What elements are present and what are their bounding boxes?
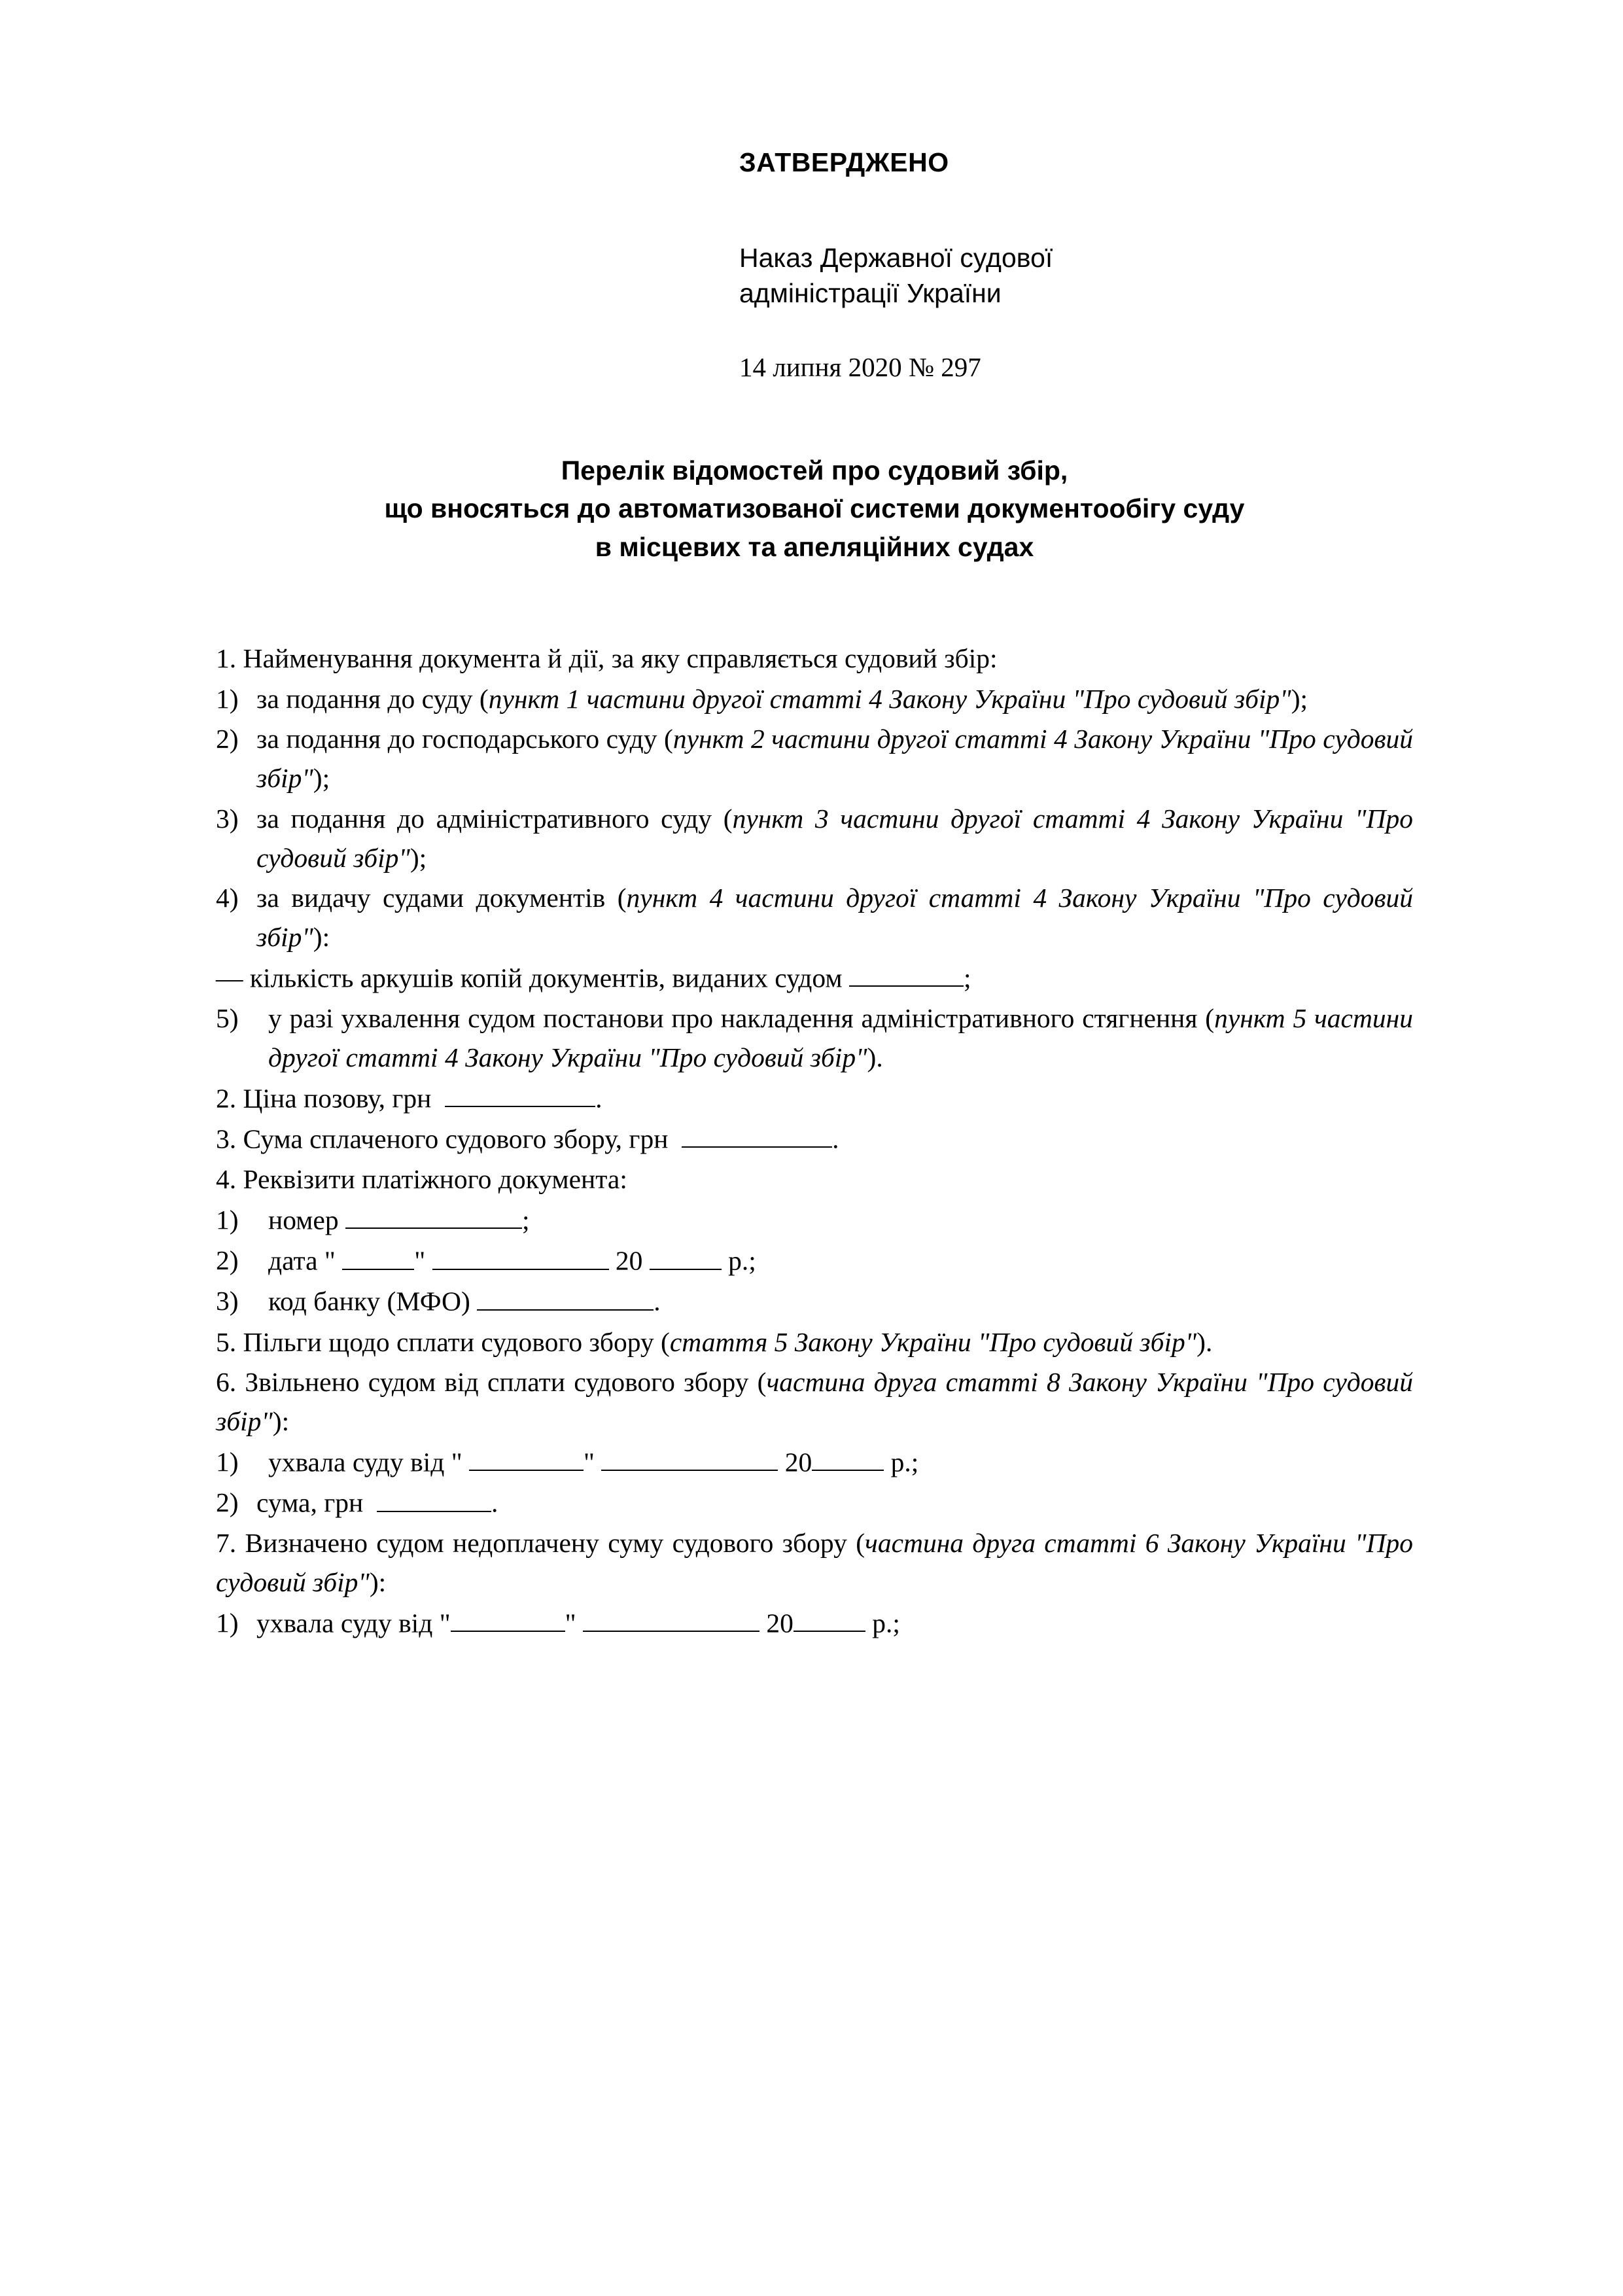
- page-title-line1: Перелік відомостей про судовий збір,: [561, 455, 1068, 486]
- document-body: [216, 639, 1413, 1643]
- item-1-4-text: за видачу судами документів (: [256, 883, 627, 913]
- item-5-text: 5. Пільги щодо сплати судового збору (: [216, 1326, 670, 1357]
- item-4-2-label: дата ": [268, 1245, 336, 1276]
- underpaid-ruling-month-blank[interactable]: [583, 1604, 759, 1633]
- paid-fee-blank[interactable]: [682, 1120, 832, 1148]
- item-4-3-label: код банку (МФО): [268, 1286, 470, 1316]
- item-1-4: [216, 879, 1413, 957]
- exempt-ruling-month-blank[interactable]: [601, 1443, 778, 1472]
- item-1-1: [216, 680, 1413, 719]
- item-7-citation: частина друга статті 6 Закону України "Про судовий збір": [216, 1528, 1413, 1598]
- item-4-2-quote: ": [414, 1245, 426, 1276]
- item-7-1-label: ухвала суду від ": [256, 1608, 451, 1638]
- claim-amount-blank[interactable]: [445, 1079, 595, 1108]
- item-1-5-tail: ).: [867, 1042, 883, 1072]
- item-6-1-year-prefix: 20: [784, 1447, 812, 1477]
- item-1-4-subitem-tail: ;: [963, 963, 971, 993]
- item-6-text: 6. Звільнено судом від сплати судового збору (: [216, 1367, 767, 1398]
- underpaid-ruling-day-blank[interactable]: [451, 1604, 565, 1633]
- order-date-number: 14 липня 2020 № 297: [739, 352, 981, 383]
- item-6-2-marker: 2): [216, 1487, 239, 1518]
- item-4-title: 4. Реквізити платіжного документа:: [216, 1164, 627, 1195]
- item-1-4-citation: пункт 4 частини другої статті 4 Закону України "Про судовий збір": [256, 883, 1414, 953]
- approved-label: ЗАТВЕРДЖЕНО: [739, 147, 949, 177]
- payment-month-blank[interactable]: [432, 1241, 609, 1270]
- item-1-3-text: за подання до адміністративного суду (: [256, 803, 733, 834]
- page-title-line2: що вносяться до автоматизованої системи документообігу суду: [384, 493, 1245, 524]
- exempt-amount-blank[interactable]: [377, 1483, 491, 1512]
- issuing-authority: [739, 240, 1413, 311]
- item-6-1-tail: р.;: [890, 1447, 919, 1477]
- page-title: [216, 451, 1413, 566]
- item-1-2-marker: 2): [216, 724, 239, 754]
- item-3-tail: .: [832, 1123, 839, 1154]
- item-4-3-tail: .: [654, 1286, 661, 1316]
- item-6-1-quote: ": [584, 1447, 595, 1477]
- item-6: [216, 1363, 1413, 1441]
- item-5-tail: ).: [1196, 1326, 1213, 1357]
- item-1-2-citation: пункт 2 частини другої статті 4 Закону України "Про судовий збір": [256, 724, 1413, 794]
- underpaid-ruling-year-blank[interactable]: [794, 1604, 865, 1633]
- item-7-1: [216, 1604, 1413, 1643]
- issuing-authority-line2: адміністрації України: [739, 278, 1002, 309]
- item-4-2-tail: р.;: [728, 1245, 756, 1276]
- item-1-4-tail: ):: [313, 922, 330, 953]
- pages-count-blank[interactable]: [849, 959, 964, 987]
- item-1-2-tail: );: [313, 763, 330, 794]
- item-4-2-year-prefix: 20: [615, 1245, 643, 1276]
- item-2-tail: .: [595, 1083, 602, 1114]
- item-1-2-text: за подання до господарського суду (: [256, 724, 673, 754]
- item-1-1-text: за подання до суду (: [256, 683, 489, 714]
- item-7-1-year-prefix: 20: [766, 1608, 794, 1638]
- item-1-title: 1. Найменування документа й дії, за яку справляється судовий збір:: [216, 643, 998, 673]
- document-content: [216, 147, 1413, 1644]
- item-7-1-tail: р.;: [872, 1608, 900, 1638]
- item-6-1-label: ухвала суду від ": [268, 1447, 462, 1477]
- item-1-4-subitem-pages: [216, 959, 1413, 998]
- item-1-4-subitem-text: — кількість аркушів копій документів, виданих судом: [216, 963, 843, 993]
- item-5: [216, 1323, 1413, 1362]
- item-4-3-marker: 3): [216, 1286, 239, 1316]
- item-1-5-text: у разі ухвалення судом постанови про накладення адміністративного стягнення (: [268, 1003, 1215, 1034]
- exempt-ruling-year-blank[interactable]: [812, 1443, 884, 1472]
- exempt-ruling-day-blank[interactable]: [469, 1443, 584, 1472]
- item-6-2-label: сума, грн: [256, 1487, 364, 1518]
- item-5-citation: стаття 5 Закону України "Про судовий збір": [669, 1326, 1197, 1357]
- issuing-authority-line1: Наказ Державної судової: [739, 243, 1053, 273]
- item-6-1: [216, 1443, 1413, 1482]
- item-2-label: 2. Ціна позову, грн: [216, 1083, 432, 1114]
- item-4-1: [216, 1201, 1413, 1240]
- item-4-2-marker: 2): [216, 1245, 239, 1276]
- item-7-1-marker: 1): [216, 1607, 239, 1638]
- item-1-3-citation: пункт 3 частини другої статті 4 Закону України "Про судовий збір": [256, 803, 1413, 873]
- approval-block: [216, 147, 1413, 383]
- item-1-3: [216, 800, 1413, 878]
- payment-number-blank[interactable]: [345, 1201, 522, 1229]
- item-1-1-citation: пункт 1 частини другої статті 4 Закону України "Про судовий збір": [488, 683, 1291, 714]
- item-2: [216, 1079, 1413, 1118]
- item-1-3-tail: );: [410, 842, 427, 873]
- page-title-line3: в місцевих та апеляційних судах: [595, 531, 1034, 562]
- payment-day-blank[interactable]: [342, 1241, 414, 1270]
- item-4-1-marker: 1): [216, 1204, 239, 1235]
- item-6-2-tail: .: [491, 1487, 498, 1518]
- item-7-tail: ):: [369, 1567, 387, 1598]
- item-4-1-tail: ;: [521, 1205, 530, 1235]
- item-1-2: [216, 720, 1413, 798]
- item-6-citation: частина друга статті 8 Закону України "Про судовий збір": [216, 1367, 1413, 1437]
- item-6-tail: ):: [272, 1406, 290, 1437]
- item-4-3: [216, 1282, 1413, 1321]
- item-6-1-marker: 1): [216, 1446, 239, 1477]
- item-1-5: [216, 999, 1413, 1078]
- item-1-3-marker: 3): [216, 803, 239, 834]
- item-1-1-marker: 1): [216, 683, 239, 714]
- item-3: [216, 1120, 1413, 1159]
- item-7-1-quote: ": [565, 1608, 576, 1638]
- item-6-2: [216, 1483, 1413, 1523]
- item-7-text: 7. Визначено судом недоплачену суму судового збору (: [216, 1528, 865, 1559]
- item-4-2: [216, 1241, 1413, 1280]
- bank-code-blank[interactable]: [477, 1282, 654, 1311]
- item-7: [216, 1524, 1413, 1602]
- item-1-1-tail: );: [1291, 683, 1308, 714]
- item-3-label: 3. Сума сплаченого судового збору, грн: [216, 1123, 669, 1154]
- item-1-4-marker: 4): [216, 883, 239, 913]
- item-1-5-marker: 5): [216, 1003, 239, 1034]
- item-1-5-citation: пункт 5 частини другої статті 4 Закону України "Про судовий збір": [268, 1003, 1413, 1072]
- item-4-1-label: номер: [268, 1205, 339, 1235]
- payment-year-blank[interactable]: [650, 1241, 722, 1270]
